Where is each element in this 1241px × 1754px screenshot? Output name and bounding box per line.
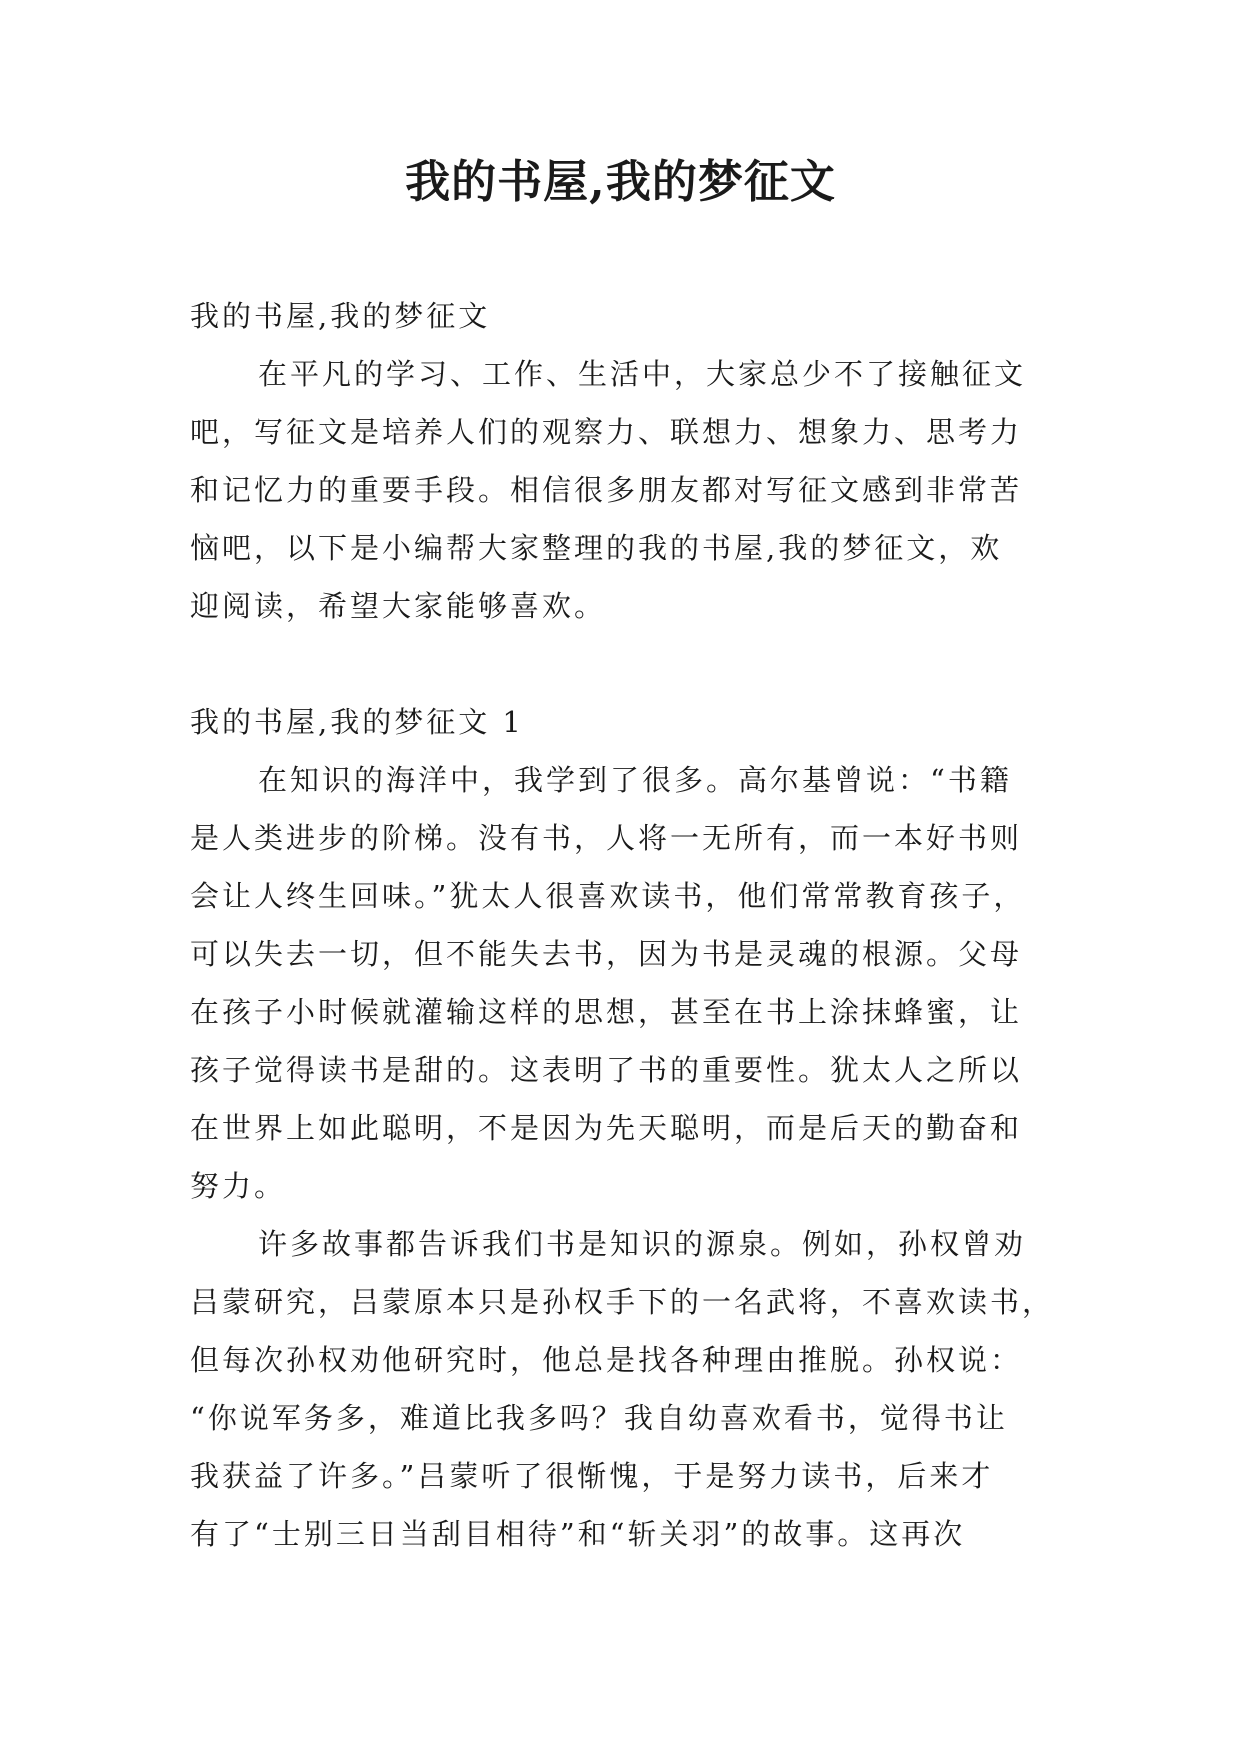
paragraph-line: 有了“士别三日当刮目相待”和“斩关羽”的故事。这再次 (190, 1517, 966, 1551)
section-paragraph-1 (190, 751, 1055, 1215)
intro-paragraph (190, 345, 1055, 635)
paragraph-line: 但每次孙权劝他研究时，他总是找各种理由推脱。孙权说： (190, 1343, 1023, 1377)
intro-line: 吧，写征文是培养人们的观察力、联想力、想象力、思考力 (190, 415, 1023, 449)
paragraph-line: 是人类进步的阶梯。没有书，人将一无所有，而一本好书则 (190, 821, 1023, 855)
paragraph-line: 吕蒙研究，吕蒙原本只是孙权手下的一名武将，不喜欢读书， (190, 1285, 1055, 1319)
intro-line: 和记忆力的重要手段。相信很多朋友都对写征文感到非常苦 (190, 473, 1023, 507)
intro-line: 恼吧，以下是小编帮大家整理的我的书屋,我的梦征文，欢 (190, 531, 1003, 565)
paragraph-line: 许多故事都告诉我们书是知识的源泉。例如，孙权曾劝 (258, 1227, 1027, 1261)
intro-line: 在平凡的学习、工作、生活中，大家总少不了接触征文 (258, 357, 1027, 391)
section-paragraph-2 (190, 1215, 1055, 1563)
paragraph-line: 可以失去一切，但不能失去书，因为书是灵魂的根源。父母 (190, 937, 1023, 971)
intro-line: 迎阅读，希望大家能够喜欢。 (190, 589, 607, 623)
section-heading: 我的书屋,我的梦征文 1 (190, 705, 524, 739)
paragraph-line: 我获益了许多。”吕蒙听了很惭愧，于是努力读书，后来才 (190, 1459, 994, 1493)
paragraph-line: 在世界上如此聪明，不是因为先天聪明，而是后天的勤奋和 (190, 1111, 1023, 1145)
intro-heading: 我的书屋,我的梦征文 (190, 299, 491, 333)
document-title: 我的书屋,我的梦征文 (405, 155, 836, 208)
section-spacer (190, 635, 1055, 693)
paragraph-line: 会让人终生回味。”犹太人很喜欢读书，他们常常教育孩子， (190, 879, 1026, 913)
paragraph-line: 努力。 (190, 1169, 287, 1203)
paragraph-line: 孩子觉得读书是甜的。这表明了书的重要性。犹太人之所以 (190, 1053, 1023, 1087)
paragraph-line: 在知识的海洋中，我学到了很多。高尔基曾说：“书籍 (258, 763, 1012, 797)
paragraph-line: 在孩子小时候就灌输这样的思想，甚至在书上涂抹蜂蜜，让 (190, 995, 1023, 1029)
paragraph-line: “你说军务多，难道比我多吗？我自幼喜欢看书，觉得书让 (190, 1401, 1008, 1435)
document-body (190, 287, 1055, 1563)
